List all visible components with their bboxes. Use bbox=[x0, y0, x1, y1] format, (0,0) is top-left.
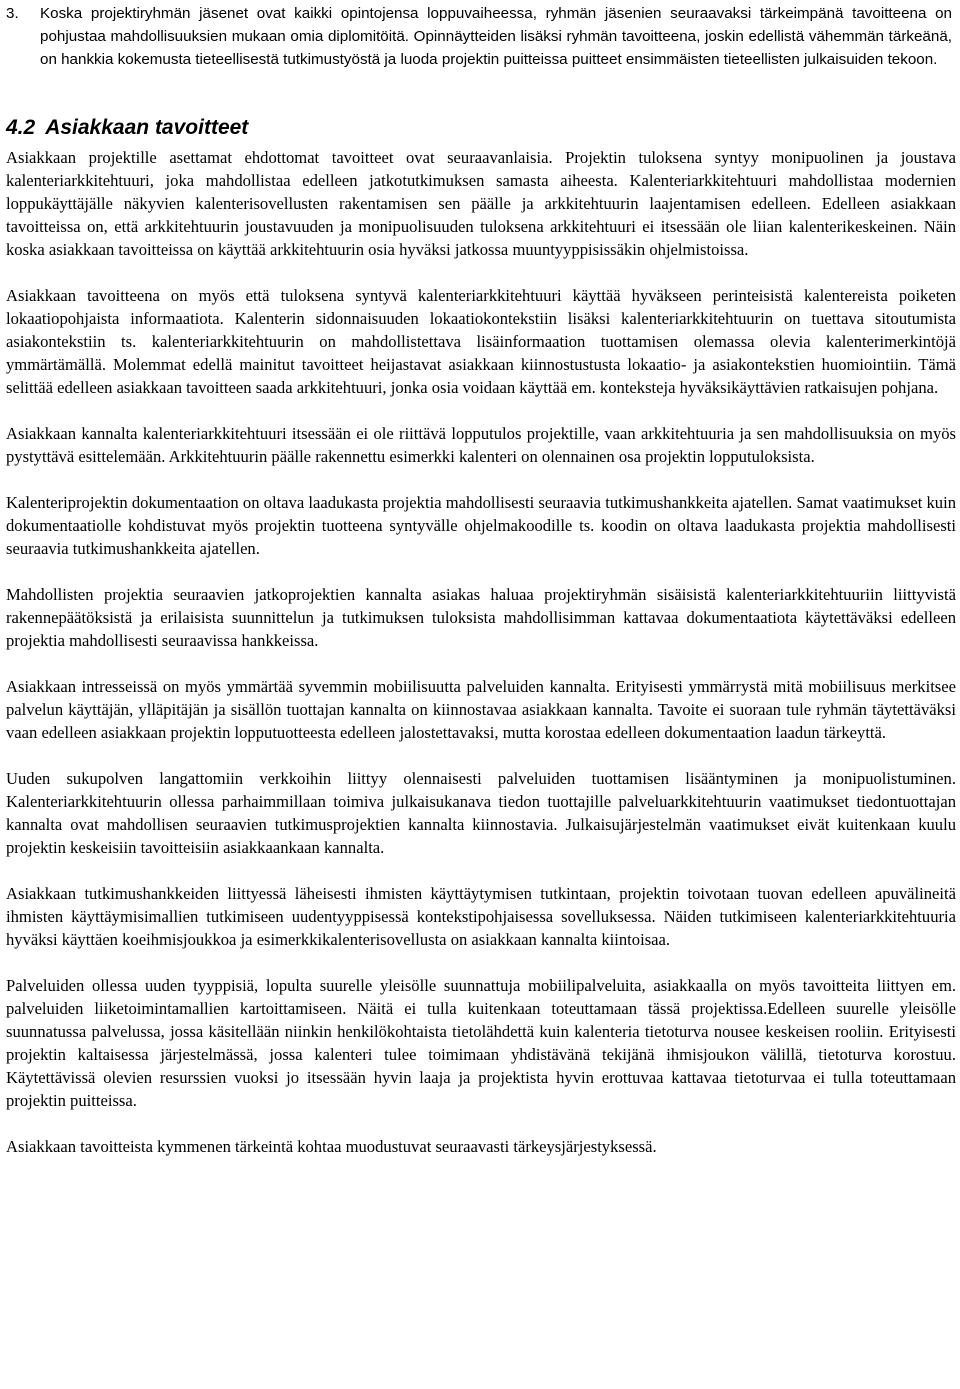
paragraph: Uuden sukupolven langattomiin verkkoihin liittyy olennaisesti palveluiden tuottamisen lisääntyminen ja monipuolistuminen. Kalenteriarkkitehtuurin ollessa parhaimmillaan toimiva julkaisukanava tiedon tuottajille palveluarkkitehtuurin vaatimukset tiedontuottajan kannalta ovat mahdollisen seuraavien tutkimusprojektien kannalta kiinnostavia. Julkaisujärjestelmän vaatimukset eivät kuitenkaan kuulu projektin keskeisiin tavoitteisiin asiakkaankaan kannalta. bbox=[6, 769, 956, 857]
paragraph: Asiakkaan intresseissä on myös ymmärtää syvemmin mobiilisuutta palveluiden kannalta. Erityisesti ymmärrystä mitä mobiilisuus merkitsee palvelun käyttäjän, ylläpitäjän ja sisällön tuottajan kannalta on kiinnostavaa asiakkaan kannalta. Tavoite ei suoraan tule ryhmän täytettäväksi vaan edelleen asiakkaan projektin lopputuotteesta edelleen jalostettavaksi, mutta korostaa edelleen dokumentaation laadun tärkeyttä. bbox=[6, 677, 956, 742]
section-heading bbox=[6, 114, 956, 142]
paragraph: Palveluiden ollessa uuden tyyppisiä, lopulta suurelle yleisölle suunnattuja mobiilipalveluita, asiakkaalla on myös tavoitteita liittyen em. palveluiden liiketoimintamallien kartoittamiseen. Näitä ei tulla kuitenkaan toteuttamaan tässä projektissa.Edelleen suurelle yleisölle suunnatussa palvelussa, jossa käsitellään niinkin henkilökohtaista tietolähdettä kuin kalenteria tietoturva nousee keskeisen rooliin. Erityisesti projektin kaltaisessa järjestelmässä, jossa kalenteri tulee toimimaan yhdistävänä tekijänä ihmisjoukon välillä, tietoturva korostuu. Käytettävissä olevien resurssien vuoksi jo itsessään hyvin laaja ja projektista hyvin erottuvaa kattavaa tietoturvaa ei tulla toteuttamaan projektin puitteissa. bbox=[6, 976, 956, 1110]
paragraph: Asiakkaan tutkimushankkeiden liittyessä läheisesti ihmisten käyttäytymisen tutkintaan, projektin toivotaan tuovan edelleen apuvälineitä ihmisten käyttäymisimallien tutkimiseen uudentyyppisessä kontekstipohjaisessa sovelluksessa. Näiden tutkimiseen kalenteriarkkitehtuuria hyväksi käyttäen koeihmisjoukkoa ja esimerkkikalenterisovellusta on asiakkaan kannalta kiintoisaa. bbox=[6, 884, 956, 949]
section-title: Asiakkaan tavoitteet bbox=[45, 116, 249, 139]
paragraph: Kalenteriprojektin dokumentaation on oltava laadukasta projektia mahdollisesti seuraavia tutkimushankkeita ajatellen. Samat vaatimukset kuin dokumentaatiolle kohdistuvat myös projektin tuotteena syntyvälle ohjelmakoodille ts. koodin on oltava laadukasta projektia mahdollisesti seuraavia tutkimushankkeita ajatellen. bbox=[6, 493, 956, 558]
paragraph: Asiakkaan tavoitteena on myös että tuloksena syntyvä kalenteriarkkitehtuuri käyttää hyväkseen perinteisistä kalentereista poiketen lokaatiopohjaista informaatiota. Kalenterin sidonnaisuuden lokaatiokontekstiin lisäksi kalenteriarkkitehtuurin on tuettava sitoutumista asiakontekstiin ts. kalenteriarkkitehtuurin on mahdollistettava lisäinformaation tuottamisen olemassa olevia kalenterimerkintöjä ymmärtämällä. Molemmat edellä mainitut tavoitteet heijastavat asiakkaan kiinnostustusta lokaatio- ja asiakontekstien huomiointiin. Tämä selittää edelleen asiakkaan tavoitteen saada arkkitehtuuri, jonka osia voidaan käyttää em. konteksteja hyväksikäyttävien ratkaisujen pohjana. bbox=[6, 286, 956, 397]
list-item-text: Koska projektiryhmän jäsenet ovat kaikki opintojensa loppuvaiheessa, ryhmän jäsenien seuraavaksi tärkeimpänä tavoitteena on pohjustaa mahdollisuuksien mukaan omia diplomitöitä. Opinnäytteiden lisäksi ryhmän tavoitteena, joskin edellistä vähemmän tärkeänä, on hankkia kokemusta tieteellisestä tutkimustyöstä ja luoda projektin puitteissa puitteet ensimmäisten tieteellisten julkaisuiden tekoon. bbox=[40, 5, 952, 68]
paragraph: Mahdollisten projektia seuraavien jatkoprojektien kannalta asiakas haluaa projektiryhmän sisäisistä kalenteriarkkitehtuuriin liittyvistä rakennepäätöksistä ja erilaisista suunnittelun ja tutkimuksen tuloksista mahdollisimman kattavaa dokumentaatiota käytettäväksi edelleen projektia mahdollisesti seuraavissa hankkeissa. bbox=[6, 585, 956, 650]
document-page bbox=[6, 0, 956, 1181]
list-item-number: 3. bbox=[6, 5, 19, 22]
paragraph: Asiakkaan kannalta kalenteriarkkitehtuuri itsessään ei ole riittävä lopputulos projektille, vaan arkkitehtuuria ja sen mahdollisuuksia on myös pystyttävä esittelemään. Arkkitehtuurin päälle rakennettu esimerkki kalenteri on olennainen osa projektin lopputuloksista. bbox=[6, 424, 956, 466]
numbered-list-item bbox=[6, 2, 956, 71]
paragraph: Asiakkaan tavoitteista kymmenen tärkeintä kohtaa muodustuvat seuraavasti tärkeysjärjestyksessä. bbox=[6, 1137, 657, 1156]
paragraph: Asiakkaan projektille asettamat ehdottomat tavoitteet ovat seuraavanlaisia. Projektin tuloksena syntyy monipuolinen ja joustava kalenteriarkkitehtuuri, joka mahdollistaa edelleen jatkotutkimuksen samasta aiheesta. Kalenteriarkkitehtuuri mahdollistaa modernien loppukäyttäjälle näkyvien kalenterisovellusten rakentamisen sen päälle ja arkkitehtuurin laajentamisen edelleen. Edelleen asiakkaan tavoitteissa on, että arkkitehtuurin joustavuuden ja monipuolisuuden tuloksena arkkitehtuuri ei itsessään ole liian kalenterikeskeinen. Näin koska asiakkaan tavoitteissa on käyttää arkkitehtuurin osia hyväksi jatkossa muuntyyppisissäkin ohjelmistoissa. bbox=[6, 148, 956, 259]
section-number: 4.2 bbox=[6, 116, 36, 139]
